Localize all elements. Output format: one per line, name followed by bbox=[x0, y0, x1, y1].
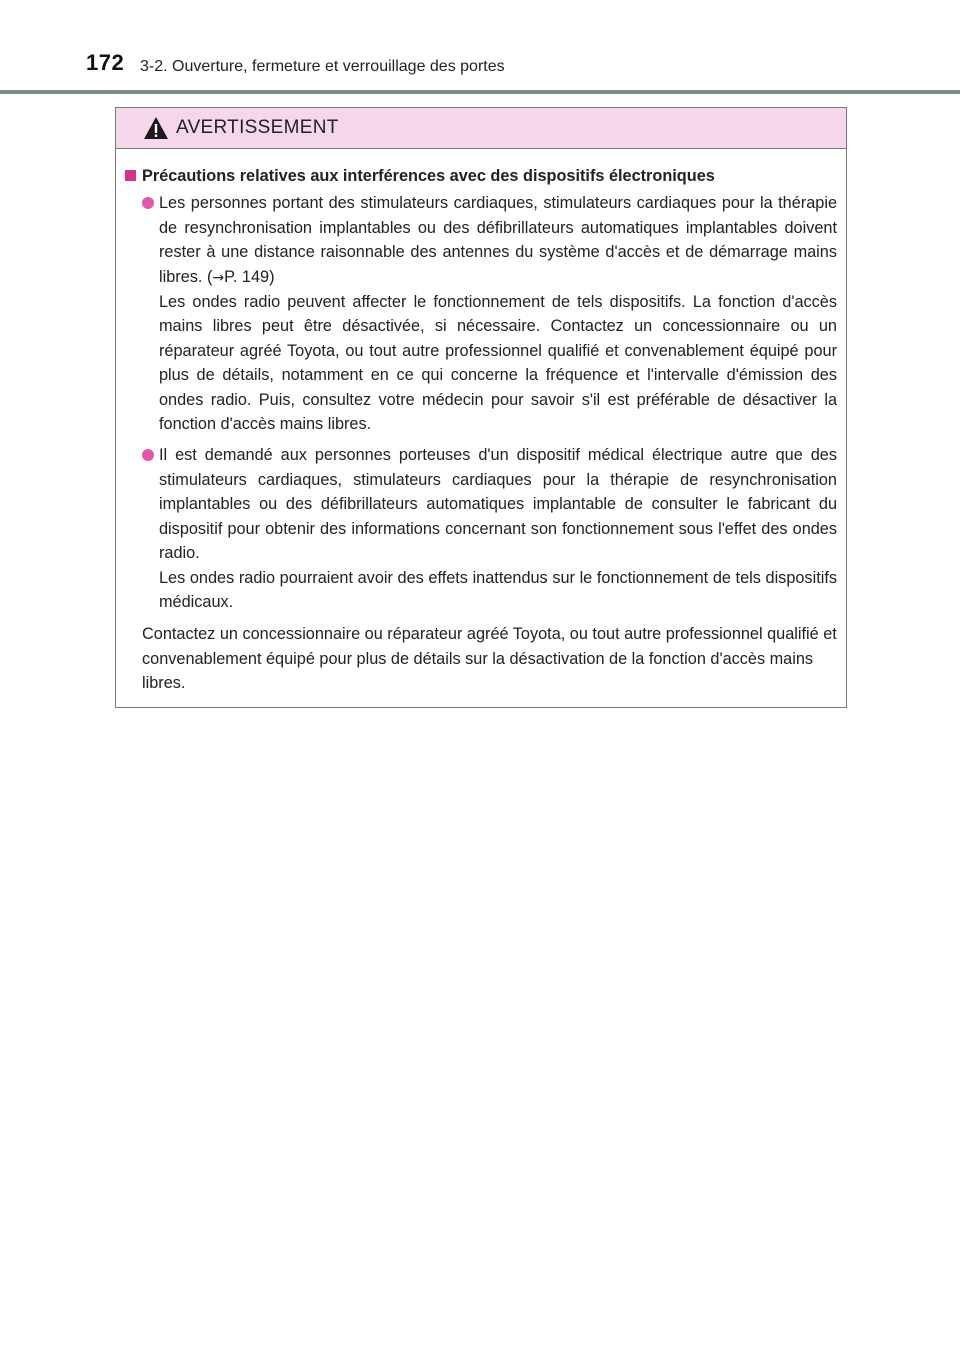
subheading-text: Précautions relatives aux interférences avec des dispositifs électroniques bbox=[142, 167, 715, 185]
list-item-paragraph: Il est demandé aux personnes porteuses d'un dispositif médical électrique autre que des stimulateurs cardiaques, stimulateurs cardiaques pour la thérapie de resynchronisation implantables ou des défibrillateurs automatiques implantable de consulter le fabricant du dispositif pour obtenir des informations concernant son fonctionnement sous l'effet des ondes radio. bbox=[159, 446, 837, 563]
warning-box bbox=[115, 107, 847, 708]
header-rule bbox=[0, 90, 960, 94]
circle-bullet-icon bbox=[142, 449, 154, 461]
warning-header bbox=[116, 108, 846, 149]
page-number: 172 bbox=[86, 50, 125, 75]
circle-bullet-icon bbox=[142, 197, 154, 209]
page-reference: P. 149) bbox=[224, 267, 275, 286]
list-item-paragraph: Les ondes radio peuvent affecter le fonctionnement de tels dispositifs. La fonction d'accès mains libres peut être désactivée, si nécessaire. Contactez un concessionnaire ou un réparateur agréé Toyota, ou tout autre professionnel qualifié et convenablement équipé pour plus de détails, notamment en ce qui concerne la fréquence et l'intervalle d'émission des ondes radio. Puis, consultez votre médecin pour savoir s'il est préférable de désactiver la fonction d'accès mains libres. bbox=[159, 293, 837, 434]
square-bullet-icon bbox=[125, 170, 136, 181]
closing-note: Contactez un concessionnaire ou réparateur agréé Toyota, ou tout autre professionnel qualifié et convenablement équipé pour plus de détails sur la désactivation de la fonction d'accès mains libres. bbox=[142, 625, 837, 693]
reference-arrow-icon: → bbox=[212, 269, 225, 286]
list-item bbox=[125, 191, 837, 436]
list-item-paragraph: Les ondes radio pourraient avoir des effets inattendus sur le fonctionnement de tels dispositifs médicaux. bbox=[159, 568, 837, 611]
warning-body bbox=[116, 149, 846, 696]
warning-subheading bbox=[125, 164, 837, 188]
list-item-paragraph bbox=[159, 191, 837, 290]
section-title: 3-2. Ouverture, fermeture et verrouillage des portes bbox=[140, 58, 505, 75]
warning-triangle-icon bbox=[143, 116, 169, 140]
page-header bbox=[0, 0, 960, 96]
list-item-text: Les personnes portant des stimulateurs cardiaques, stimulateurs cardiaques pour la thérapie de resynchronisation implantables ou des défibrillateurs automatiques implantables doivent rester à une distance raisonnable des antennes du système d'accès et de démarrage mains libres. ( bbox=[159, 194, 837, 286]
list-item bbox=[125, 443, 837, 614]
warning-title: AVERTISSEMENT bbox=[176, 117, 339, 138]
